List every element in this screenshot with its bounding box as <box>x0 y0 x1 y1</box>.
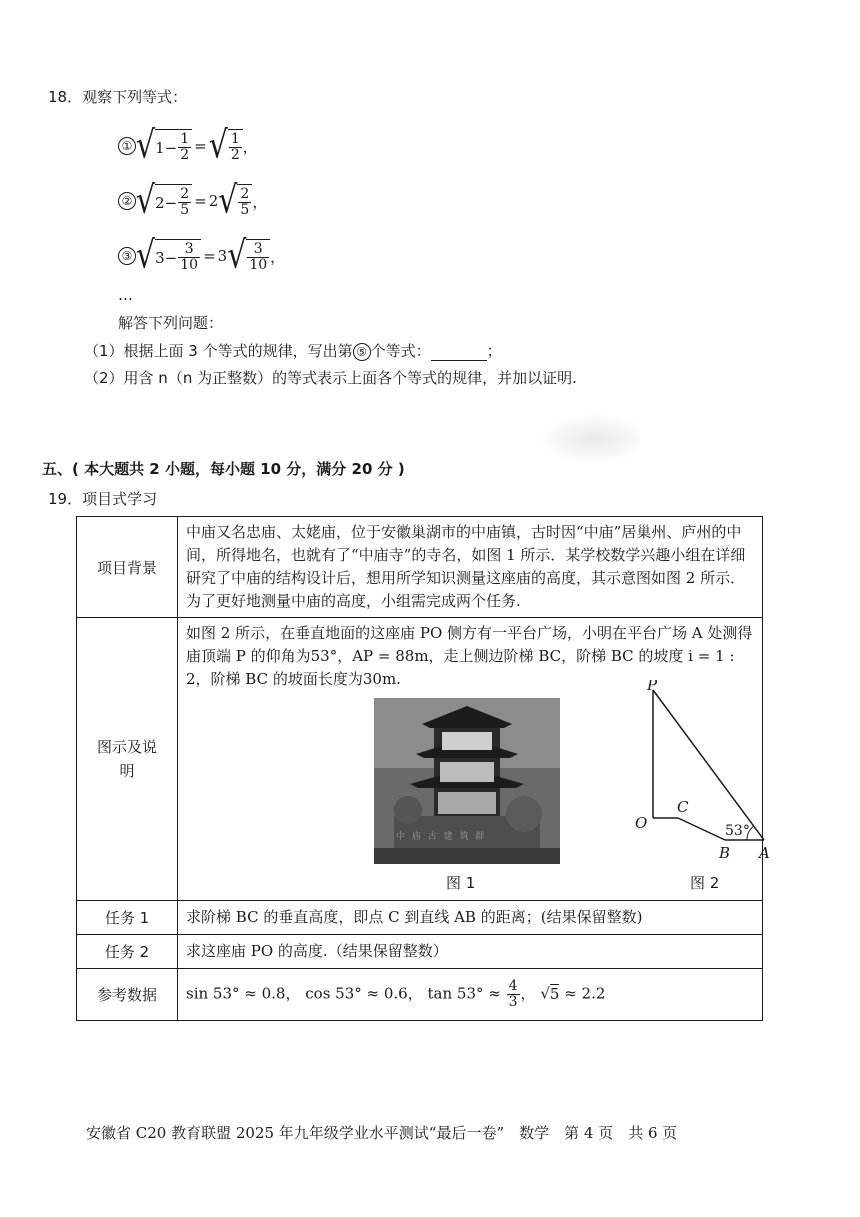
row-label: 任务 2 <box>77 935 178 969</box>
table-row <box>77 969 763 1021</box>
figure-2-caption: 图 2 <box>690 874 720 892</box>
scan-smudge <box>540 414 640 464</box>
ellipsis: … <box>118 286 133 304</box>
answer-blank[interactable] <box>431 345 487 361</box>
row-label: 任务 1 <box>77 901 178 935</box>
equation-2: ② √ 2 − $\frac{2}{5}$ = 2 √ $\frac{2}{5}$ ， <box>118 181 267 221</box>
angle-53-label: 53° <box>725 823 750 839</box>
point-B-label: B <box>719 844 731 862</box>
sqrt-left-2: √ 2 − $\frac{2}{5}$ <box>136 184 192 218</box>
equation-1: ① √ 1 − $\frac{1}{2}$ = √ $\frac{1}{2}$ ， <box>118 126 258 166</box>
table-row <box>77 618 763 901</box>
q19-title: 19．项目式学习 <box>48 490 158 508</box>
fraction: $\frac{3}{10}$ <box>180 241 199 273</box>
q18-part1: （1）根据上面 3 个等式的规律，写出第 ⑤ 个等式： ； <box>84 342 502 360</box>
table-row <box>77 935 763 969</box>
point-P-label: P <box>647 680 658 694</box>
answer-prompt: 解答下列问题： <box>118 314 224 332</box>
sqrt-left-1: √ 1 − $\frac{1}{2}$ <box>136 129 192 163</box>
row-content: 中庙又名忠庙、太姥庙，位于安徽巢湖市的中庙镇，古时因“中庙”居巢州、庐州的中间，所得地名，也就有了“中庙寺”的寺名，如图 1 所示．某学校数学兴趣小组在详细研究了中庙的结构设计后，想用所学知识测量这座庙的高度，其示意图如图 2 所示．为了更好地测量中庙的高度，小组需完成两个任务. <box>178 517 763 618</box>
temple-photo <box>374 698 560 864</box>
fraction: $\frac{2}{5}$ <box>180 186 190 218</box>
row-label: 图示及说明 <box>77 618 178 901</box>
point-C-label: C <box>677 798 689 816</box>
figure-2-diagram <box>633 680 783 870</box>
point-A-label: A <box>759 844 770 862</box>
fraction: $\frac{2}{5}$ <box>240 186 250 218</box>
sqrt-left-3: √ 3 − $\frac{3}{10}$ <box>136 239 201 273</box>
row-label: 参考数据 <box>77 969 178 1021</box>
fraction: $\frac{3}{10}$ <box>249 241 268 273</box>
sqrt-right-2: √ $\frac{2}{5}$ <box>218 184 252 218</box>
page-footer: 安徽省 C20 教育联盟 2025 年九年级学业水平测试“最后一卷” 数学 第 4 页 共 6 页 <box>86 1124 678 1142</box>
reference-data: sin 53° ≈ 0.8， cos 53° ≈ 0.6， tan 53° ≈ $\frac{4}{3}$ ， √5 ≈ 2.2 <box>178 969 763 1021</box>
figure-1-caption: 图 1 <box>446 874 476 892</box>
row-content: 如图 2 所示，在垂直地面的这座庙 PO 侧方有一平台广场，小明在平台广场 A 处测得庙顶端 P 的仰角为53°，AP = 88m，走上侧边阶梯 BC，阶梯 BC 的坡度 i = 1 : 2，阶梯 BC 的坡面长度为30m. 中 庙 古 建 筑 群 图 1 P C O B A 53° 图 2 <box>178 618 763 901</box>
q18-title: 18．观察下列等式： <box>48 88 188 106</box>
fraction: $\frac{1}{2}$ <box>180 131 190 163</box>
row-content: 求阶梯 BC 的垂直高度，即点 C 到直线 AB 的距离；(结果保留整数) <box>178 901 763 935</box>
equation-3: ③ √ 3 − $\frac{3}{10}$ = 3 √ $\frac{3}{10}$ ， <box>118 236 285 276</box>
table-row <box>77 901 763 935</box>
fraction: $\frac{4}{3}$ <box>508 978 518 1010</box>
sqrt-right-3: √ $\frac{3}{10}$ <box>227 239 270 273</box>
table-row <box>77 517 763 618</box>
q18-part2: （2）用含 n（n 为正整数）的等式表示上面各个等式的规律，并加以证明. <box>84 369 577 387</box>
sqrt-right-1: √ $\frac{1}{2}$ <box>209 129 243 163</box>
row-label: 项目背景 <box>77 517 178 618</box>
section-5-header: 五、( 本大题共 2 小题，每小题 10 分，满分 20 分 ) <box>42 460 405 478</box>
row-content: 求这座庙 PO 的高度.（结果保留整数） <box>178 935 763 969</box>
circled-number-1: ① <box>118 137 136 155</box>
project-table <box>76 516 770 1021</box>
circled-number-5: ⑤ <box>353 343 371 361</box>
sqrt-5: √5 <box>540 984 560 1003</box>
point-O-label: O <box>635 814 648 832</box>
circled-number-3: ③ <box>118 247 136 265</box>
fraction: $\frac{1}{2}$ <box>230 131 240 163</box>
circled-number-2: ② <box>118 192 136 210</box>
photo-sign-text: 中 庙 古 建 筑 群 <box>396 832 487 842</box>
